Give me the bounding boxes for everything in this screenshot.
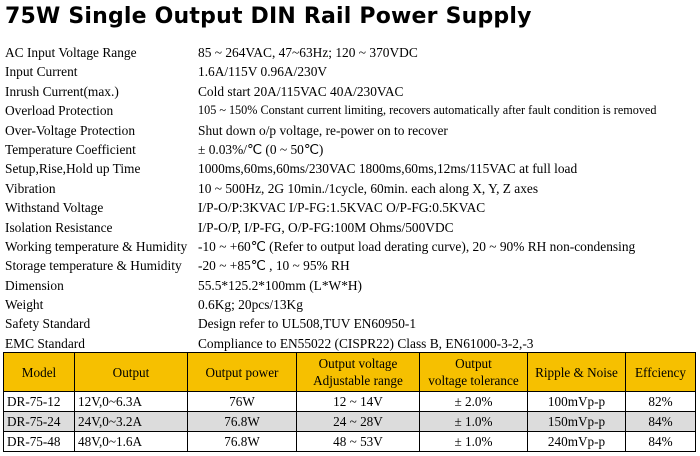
table-row (4, 412, 696, 432)
spec-value: Compliance to EN55022 (CISPR22) Class B, EN61000-3-2,-3 (198, 335, 534, 351)
spec-list (5, 43, 695, 353)
header-model: Model (4, 353, 75, 392)
spec-label: Inrush Current(max.) (5, 83, 119, 99)
cell-ripple-noise: 150mVp-p (528, 412, 626, 432)
header-ripple-noise: Ripple & Noise (528, 353, 626, 392)
spec-row (5, 295, 695, 314)
spec-value: 105 ~ 150% Constant current limiting, recovers automatically after fault condition is removed (198, 103, 657, 118)
spec-label: Temperature Coefficient (5, 141, 136, 157)
cell-output: 48V,0~1.6A (75, 432, 188, 452)
spec-label: Dimension (5, 277, 64, 293)
spec-label: Setup,Rise,Hold up Time (5, 161, 141, 177)
cell-model: DR-75-12 (4, 392, 75, 412)
spec-label: EMC Standard (5, 335, 85, 351)
spec-value: 1.6A/115V 0.96A/230V (198, 64, 328, 80)
spec-row (5, 256, 695, 275)
spec-label: Over-Voltage Protection (5, 122, 136, 138)
cell-ripple-noise: 100mVp-p (528, 392, 626, 412)
spec-value: -20 ~ +85℃ , 10 ~ 95% RH (198, 258, 350, 274)
spec-row (5, 82, 695, 101)
cell-efficiency: 84% (626, 432, 696, 452)
cell-voltage-tolerance: ± 1.0% (420, 432, 528, 452)
spec-row (5, 62, 695, 81)
cell-model: DR-75-24 (4, 412, 75, 432)
table-header-row (4, 353, 696, 392)
spec-row (5, 140, 695, 159)
spec-value: 1000ms,60ms,60ms/230VAC 1800ms,60ms,12ms/115VAC at full load (198, 161, 578, 177)
cell-output: 24V,0~3.2A (75, 412, 188, 432)
spec-label: Storage temperature & Humidity (5, 258, 182, 274)
cell-output-power: 76.8W (188, 412, 297, 432)
cell-adjustable-range: 24 ~ 28V (297, 412, 420, 432)
spec-row (5, 179, 695, 198)
spec-label: Input Current (5, 64, 78, 80)
spec-row (5, 276, 695, 295)
spec-value: Shut down o/p voltage, re-power on to recover (198, 122, 448, 138)
spec-value: Design refer to UL508,TUV EN60950-1 (198, 316, 417, 332)
spec-row (5, 314, 695, 333)
spec-label: AC Input Voltage Range (5, 45, 137, 60)
cell-ripple-noise: 240mVp-p (528, 432, 626, 452)
spec-row (5, 101, 695, 120)
header-output: Output (75, 353, 188, 392)
spec-label: Weight (5, 297, 44, 313)
page-title: 75W Single Output DIN Rail Power Supply (5, 4, 532, 29)
spec-value: 85 ~ 264VAC, 47~63Hz; 120 ~ 370VDC (198, 45, 418, 60)
cell-voltage-tolerance: ± 2.0% (420, 392, 528, 412)
header-output-power: Output power (188, 353, 297, 392)
spec-value: 55.5*125.2*100mm (L*W*H) (198, 277, 363, 293)
cell-adjustable-range: 12 ~ 14V (297, 392, 420, 412)
cell-output-power: 76.8W (188, 432, 297, 452)
spec-row (5, 43, 695, 62)
spec-label: Overload Protection (5, 103, 114, 119)
spec-row (5, 237, 695, 256)
spec-row (5, 334, 695, 353)
spec-value: I/P-O/P:3KVAC I/P-FG:1.5KVAC O/P-FG:0.5KVAC (198, 200, 486, 216)
spec-value: Cold start 20A/115VAC 40A/230VAC (198, 83, 404, 99)
header-adjustable-range: Output voltage Adjustable range (297, 353, 420, 392)
spec-label: Working temperature & Humidity (5, 238, 188, 254)
cell-model: DR-75-48 (4, 432, 75, 452)
spec-value: 0.6Kg; 20pcs/13Kg (198, 297, 303, 313)
table-row (4, 432, 696, 452)
spec-row (5, 218, 695, 237)
spec-value: -10 ~ +60℃ (Refer to output load derating curve), 20 ~ 90% RH non-condensing (198, 238, 636, 254)
spec-value: I/P-O/P, I/P-FG, O/P-FG:100M Ohms/500VDC (198, 219, 454, 235)
cell-adjustable-range: 48 ~ 53V (297, 432, 420, 452)
spec-value: 10 ~ 500Hz, 2G 10min./1cycle, 60min. each along X, Y, Z axes (198, 180, 539, 196)
header-voltage-tolerance: Output voltage tolerance (420, 353, 528, 392)
spec-label: Withstand Voltage (5, 200, 104, 216)
table-row (4, 392, 696, 412)
cell-efficiency: 84% (626, 412, 696, 432)
spec-label: Vibration (5, 180, 56, 196)
header-efficiency: Effciency (626, 353, 696, 392)
cell-efficiency: 82% (626, 392, 696, 412)
spec-label: Isolation Resistance (5, 219, 113, 235)
model-table (3, 352, 696, 452)
spec-row (5, 159, 695, 178)
spec-value: ± 0.03%/℃ (0 ~ 50℃) (198, 141, 324, 157)
spec-label: Safety Standard (5, 316, 91, 332)
cell-voltage-tolerance: ± 1.0% (420, 412, 528, 432)
cell-output-power: 76W (188, 392, 297, 412)
spec-row (5, 198, 695, 217)
cell-output: 12V,0~6.3A (75, 392, 188, 412)
spec-row (5, 121, 695, 140)
